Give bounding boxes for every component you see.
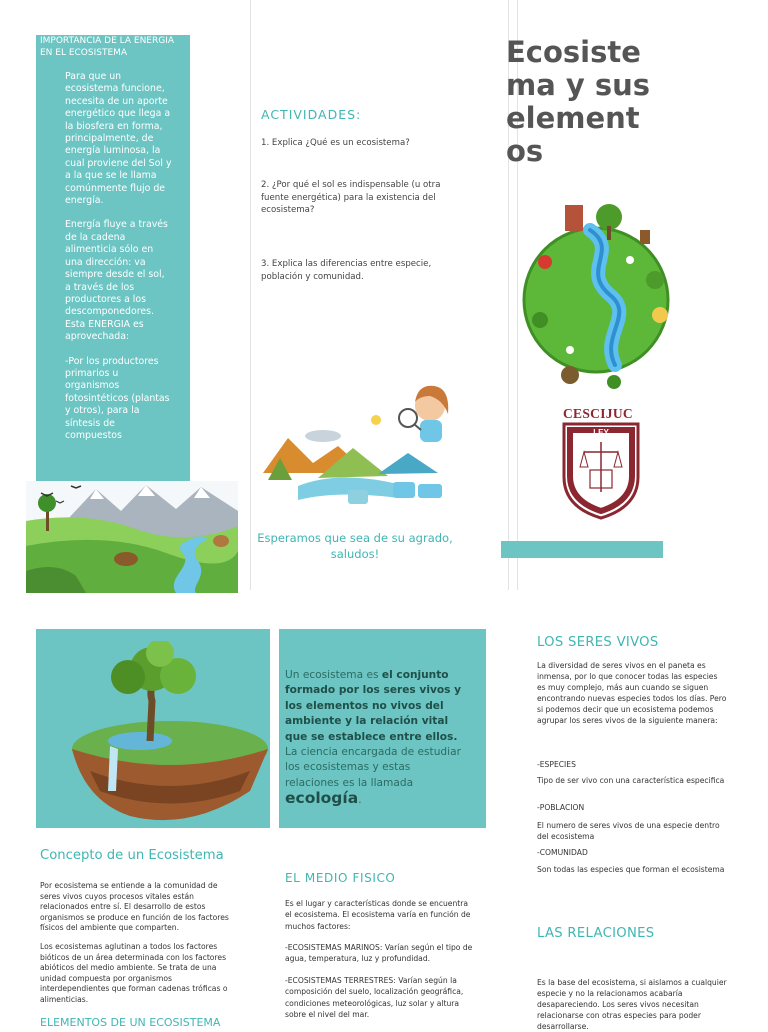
medio-fisico-title: EL MEDIO FISICO [285, 871, 396, 885]
floating-island-illustration [70, 641, 270, 827]
definition-intro: Un ecosistema es [285, 669, 382, 681]
cover-title: Ecosistema y sus elementos [506, 35, 651, 168]
ecosystem-globe-illustration [510, 200, 685, 395]
medio-fisico-paragraph: Es el lugar y características donde se encuentra el ecosistema. El ecosistema varía en función de muchos factores: [285, 899, 471, 931]
comunidad-description: Son todas las especies que forman el ecosistema [537, 865, 725, 874]
elementos-title: ELEMENTOS DE UN ECOSISTEMA [40, 1016, 221, 1029]
especies-description: Tipo de ser vivo con una característica especifica [537, 776, 725, 785]
definition-text [285, 668, 465, 809]
concepto-paragraph: Los ecosistemas aglutinan a todos los factores bióticos de un área determinada con los factores abióticos del medio ambiente. Se trata de una unidad compuesta por organismos interdependientes que forman cadenas tróficas o alimenticias. [40, 942, 228, 1004]
seres-vivos-paragraph: La diversidad de seres vivos en el paneta es inmensa, por lo que conocer todas las especies es muy complejo, más aun cuando se siguen encontrando nuevas especies todos los días. Pero si podemos decir que un ecosistema podemos agrupar los seres vivos de la siguiente manera: [537, 661, 727, 725]
question-1: 1. Explica ¿Qué es un ecosistema? [261, 138, 410, 148]
comunidad-label: -COMUNIDAD [537, 848, 588, 857]
puzzle-illustration [258, 378, 464, 512]
importancia-heading: IMPORTANCIA DE LA ENERGIA EN EL ECOSISTEMA [40, 36, 175, 58]
importancia-paragraph: Para que un ecosistema funcione, necesita de un aporte energético que llega a la biosfera en forma, principalmente, de energía luminosa, la cual proviene del Sol y a la que se le llama comúnmente flujo de energía. [65, 71, 172, 207]
seres-vivos-title: LOS SERES VIVOS [537, 635, 659, 650]
concepto-title: Concepto de un Ecosistema [40, 848, 224, 863]
importancia-paragraph: Energía fluye a través de la cadena alimenticia sólo en una dirección: va siempre desde el sol, a través de los productores a los descomponedores. Esta ENERGIA es aprovechada: [65, 219, 168, 343]
relaciones-title: LAS RELACIONES [537, 926, 655, 941]
importancia-body [65, 71, 173, 442]
concepto-paragraph: Por ecosistema se entiende a la comunidad de seres vivos cuyos procesos vitales están relacionados entre sí. El desarrollo de estos organismos se produce en función de los factores físicos del ambiente que comparten. [40, 881, 229, 933]
especies-label: -ESPECIES [537, 760, 576, 769]
seal-text: LEY [593, 428, 609, 437]
poblacion-description: El numero de seres vivos de una especie dentro del ecosistema [537, 821, 720, 841]
school-name: CESCIJUC [563, 406, 633, 421]
definition-middle: La ciencia encargada de estudiar los ecosistemas y estas relaciones es la llamada [285, 746, 461, 789]
landscape-illustration [26, 481, 238, 593]
definition-bold: el conjunto formado por los seres vivos y los elementos no vivos del ambiente y la relación vital que se establece entre ellos. [285, 669, 462, 743]
relaciones-paragraph: Es la base del ecosistema, si aislamos a cualquier especie y no la relacionamos acabaría desapareciendo. Los seres vivos necesitan relacionarse con otras especies para poder desarrollarse. [537, 978, 727, 1031]
definition-term: ecología [285, 789, 359, 808]
definition-end: . [358, 794, 362, 807]
medio-fisico-paragraph: -ECOSISTEMAS TERRESTRES: Varían según la composición del suelo, localización geográfica, condiciones meteorológicas, luz solar y altura sobre el nivel del mar. [285, 976, 464, 1020]
poblacion-label: -POBLACION [537, 803, 585, 812]
cover-footer-bar [501, 541, 663, 558]
medio-fisico-paragraph: -ECOSISTEMAS MARINOS: Varían según el tipo de agua, temperatura, luz y profundidad. [285, 943, 473, 964]
question-3: 3. Explica las diferencias entre especie, población y comunidad. [261, 259, 432, 282]
school-seal-logo [560, 422, 642, 520]
question-2: 2. ¿Por qué el sol es indispensable (u otra fuente energética) para la existencia del ecosistema? [261, 180, 441, 216]
importancia-paragraph: -Por los productores primarios u organismos fotosintéticos (plantas y otros), para la síntesis de compuestos [65, 355, 170, 441]
farewell-message: Esperamos que sea de su agrado, saludos! [257, 531, 453, 561]
actividades-title: ACTIVIDADES: [261, 107, 362, 122]
fold-line [250, 0, 251, 590]
